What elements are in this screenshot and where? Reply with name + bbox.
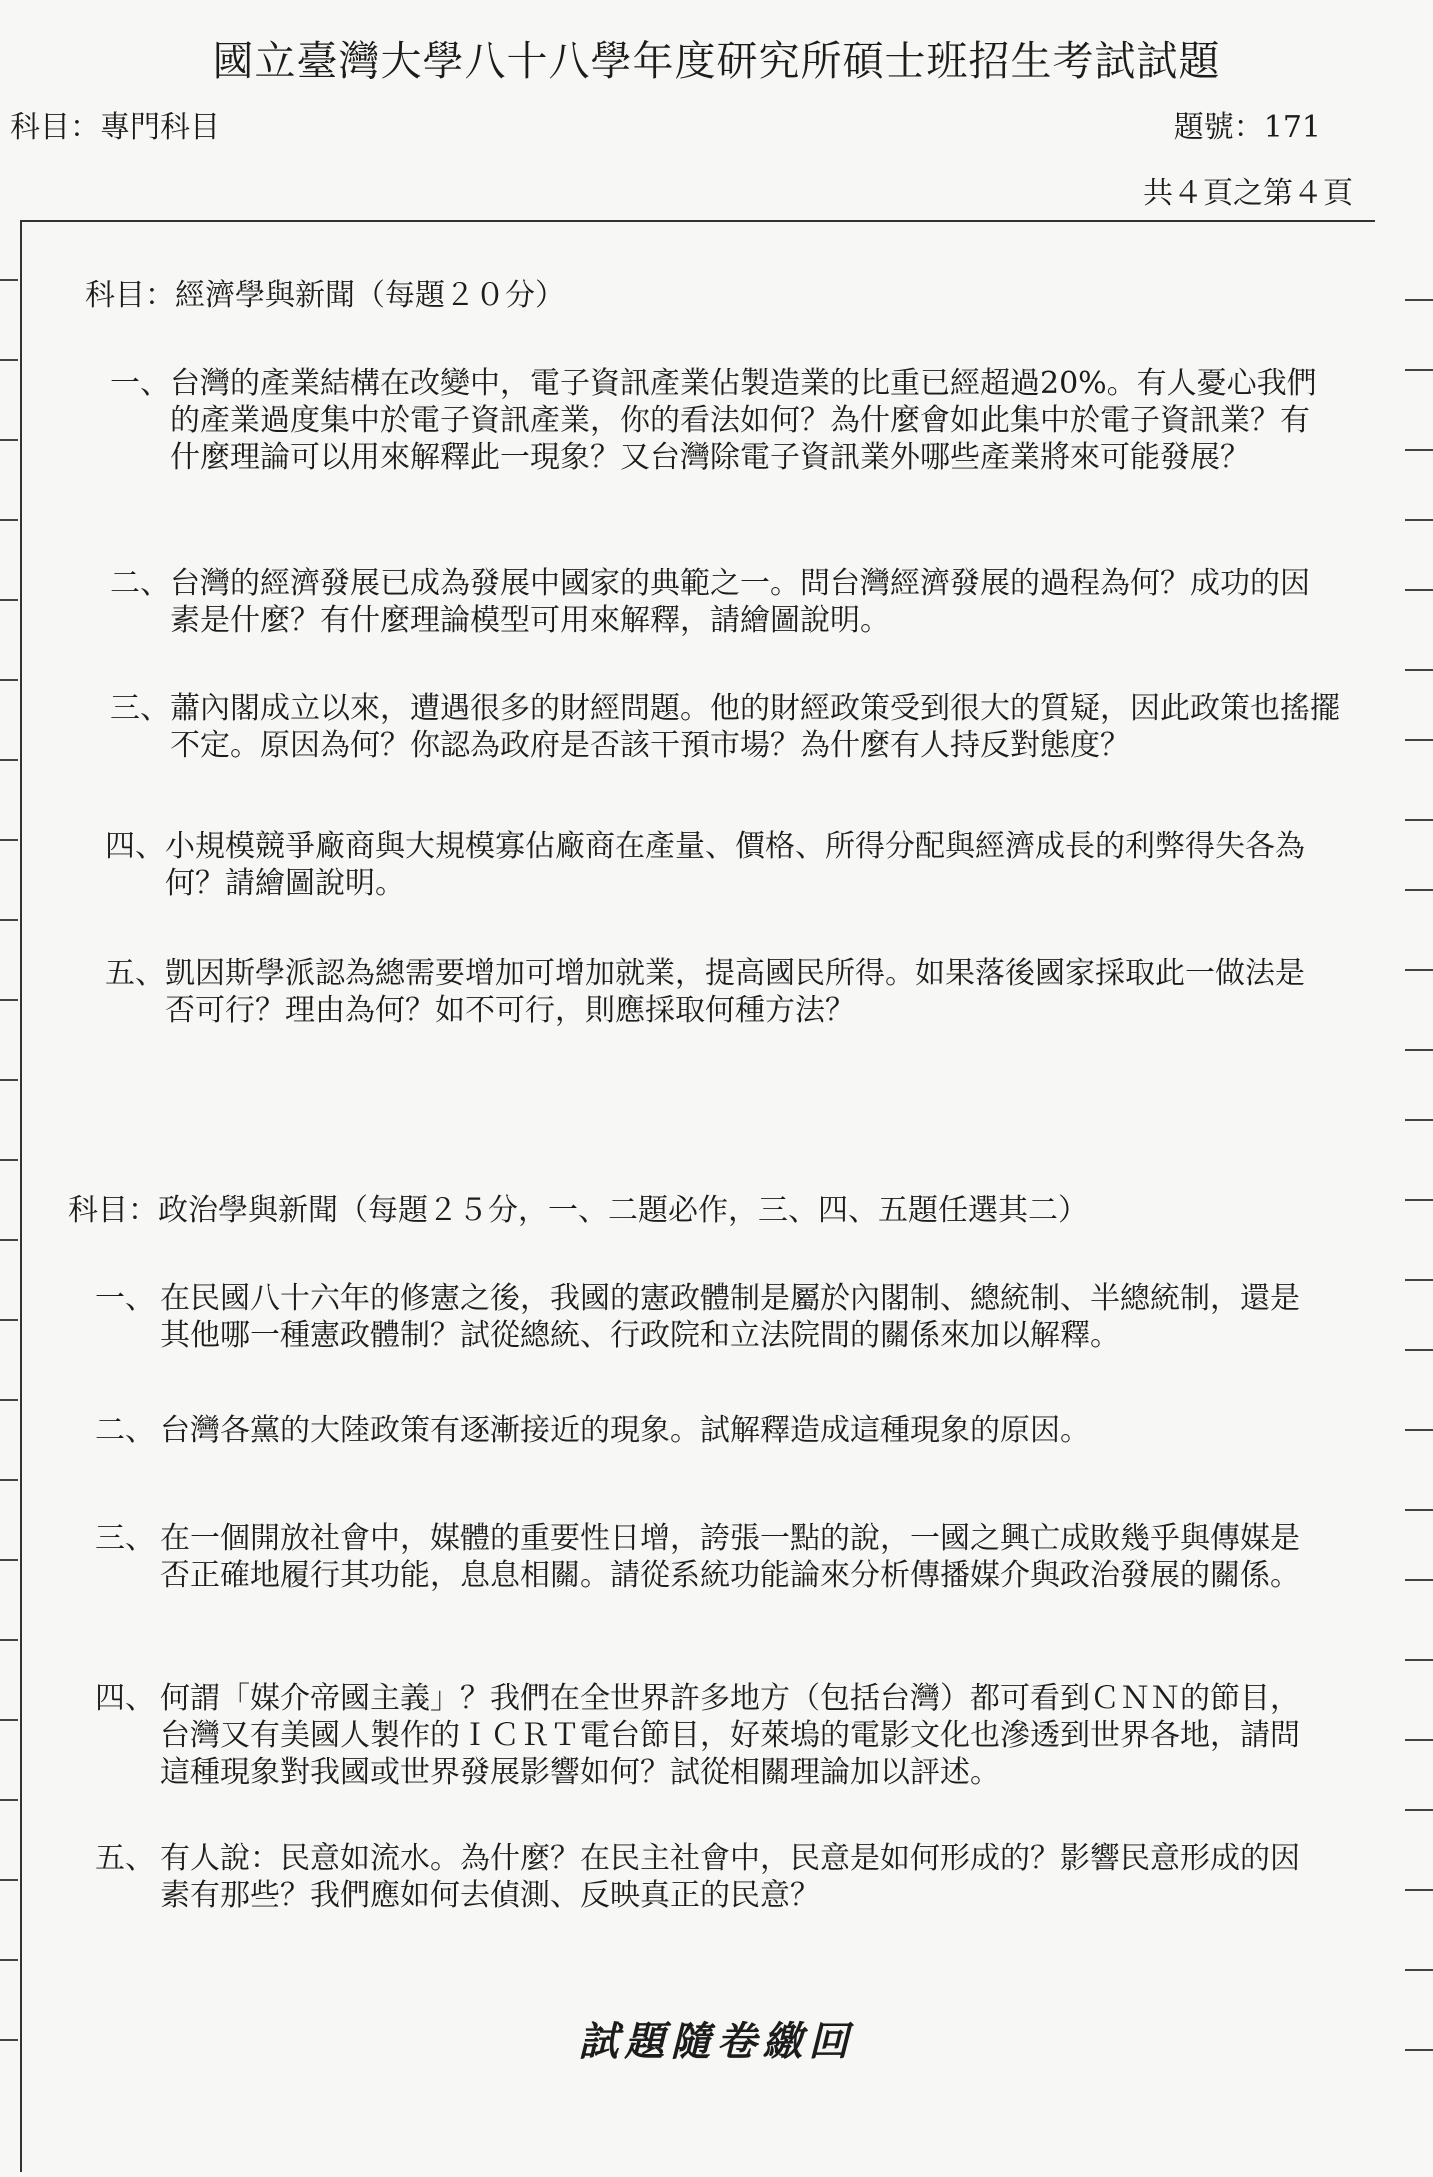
question-number: 五、 (95, 1841, 155, 1876)
section-heading-politics: 科目：政治學與新聞（每題２５分，一、二題必作，三、四、五題任選其二） (68, 1193, 1088, 1228)
page-title: 國立臺灣大學八十八學年度研究所碩士班招生考試試題 (212, 37, 1221, 85)
question-number: 一、 (110, 366, 170, 401)
exam-number: 題號：171 (1173, 110, 1321, 145)
subject-label: 科目：專門科目 (10, 110, 220, 145)
question-text: 蕭內閣成立以來，遭遇很多的財經問題。他的財經政策受到很大的質疑，因此政策也搖擺不定。原因為何？你認為政府是否該干預市場？為什麼有人持反對態度？ (170, 691, 1340, 763)
question-number: 一、 (95, 1281, 155, 1316)
question-number: 三、 (95, 1521, 155, 1556)
question-number: 四、 (95, 1681, 155, 1716)
page-count: 共４頁之第４頁 (1143, 176, 1353, 211)
question-text: 有人說：民意如流水。為什麼？在民主社會中，民意是如何形成的？影響民意形成的因素有那些？我們應如何去偵測、反映真正的民意？ (160, 1841, 1300, 1913)
section-heading-economics: 科目：經濟學與新聞（每題２０分） (85, 278, 565, 313)
question-text: 在一個開放社會中，媒體的重要性日增，誇張一點的說，一國之興亡成敗幾乎與傳媒是否正確地履行其功能，息息相關。請從系統功能論來分析傳播媒介與政治發展的關係。 (160, 1521, 1300, 1593)
question-number: 二、 (95, 1413, 155, 1448)
question-text: 何謂「媒介帝國主義」？我們在全世界許多地方（包括台灣）都可看到ＣＮＮ的節目，台灣又有美國人製作的ＩＣＲＴ電台節目，好萊塢的電影文化也滲透到世界各地，請問這種現象對我國或世界發展影響如何？試從相關理論加以評述。 (160, 1681, 1300, 1790)
question-text: 凱因斯學派認為總需要增加可增加就業，提高國民所得。如果落後國家採取此一做法是否可行？理由為何？如不可行，則應採取何種方法？ (165, 956, 1305, 1028)
question-text: 台灣的產業結構在改變中，電子資訊產業佔製造業的比重已經超過20%。有人憂心我們的產業過度集中於電子資訊產業，你的看法如何？為什麼會如此集中於電子資訊業？有什麼理論可以用來解釋此一現象？又台灣除電子資訊業外哪些產業將來可能發展？ (170, 366, 1317, 475)
question-number: 二、 (110, 566, 170, 601)
question-number: 三、 (110, 691, 170, 726)
question-text: 台灣的經濟發展已成為發展中國家的典範之一。問台灣經濟發展的過程為何？成功的因素是什麼？有什麼理論模型可用來解釋，請繪圖說明。 (170, 566, 1310, 638)
question-text: 在民國八十六年的修憲之後，我國的憲政體制是屬於內閣制、總統制、半總統制，還是其他哪一種憲政體制？試從總統、行政院和立法院間的關係來加以解釋。 (160, 1281, 1300, 1353)
question-text: 小規模競爭廠商與大規模寡佔廠商在產量、價格、所得分配與經濟成長的利弊得失各為何？請繪圖說明。 (165, 829, 1305, 901)
question-number: 四、 (105, 829, 165, 864)
question-number: 五、 (105, 956, 165, 991)
question-text: 台灣各黨的大陸政策有逐漸接近的現象。試解釋造成這種現象的原因。 (160, 1413, 1090, 1448)
footer-note: 試題隨卷繳回 (578, 2018, 855, 2065)
